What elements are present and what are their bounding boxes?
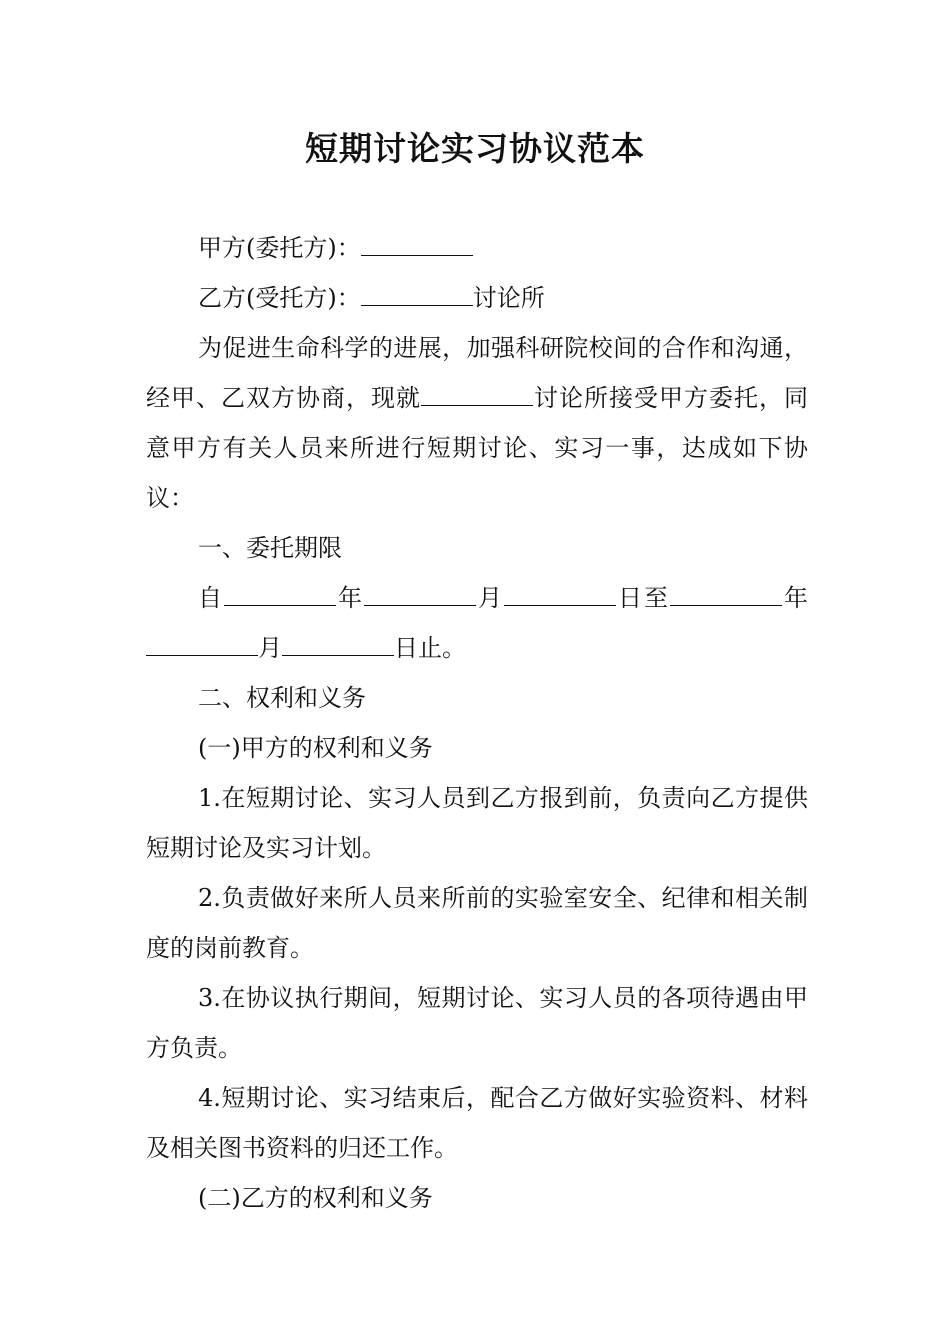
party-b-line bbox=[146, 273, 808, 323]
item-1: 1.在短期讨论、实习人员到乙方报到前，负责向乙方提供短期讨论及实习计划。 bbox=[146, 784, 808, 862]
item-4: 4.短期讨论、实习结束后，配合乙方做好实验资料、材料及相关图书资料的归还工作。 bbox=[146, 1084, 808, 1162]
start-year-blank bbox=[224, 583, 336, 606]
term-year-2: 年 bbox=[782, 584, 808, 612]
end-year-blank bbox=[670, 583, 782, 606]
party-b-blank bbox=[361, 283, 473, 306]
party-a-blank bbox=[361, 233, 473, 256]
term-year: 年 bbox=[336, 584, 364, 612]
term-month-2: 月 bbox=[258, 634, 282, 662]
term-from: 自 bbox=[198, 584, 224, 612]
institute-blank bbox=[421, 383, 533, 406]
term-month: 月 bbox=[476, 584, 504, 612]
intro-text-2: 讨论所接受甲方委托，同意甲方有关人员来所进行短期讨论、实习一事，达成如下协议： bbox=[146, 384, 808, 512]
party-a-label: 甲方(委托方)： bbox=[198, 234, 361, 262]
start-month-blank bbox=[364, 583, 476, 606]
term-day-to: 日至 bbox=[616, 584, 670, 612]
party-a-line bbox=[146, 223, 808, 273]
intro-paragraph bbox=[146, 323, 808, 523]
document-title: 短期讨论实习协议范本 bbox=[305, 129, 645, 168]
section-2-heading: 二、权利和义务 bbox=[198, 684, 366, 712]
sub-a-heading: (一)甲方的权利和义务 bbox=[198, 734, 433, 762]
end-day-blank bbox=[282, 633, 394, 656]
end-month-blank bbox=[146, 633, 258, 656]
document-body bbox=[146, 223, 808, 1223]
sub-b-heading: (二)乙方的权利和义务 bbox=[198, 1184, 433, 1212]
item-3: 3.在协议执行期间，短期讨论、实习人员的各项待遇由甲方负责。 bbox=[146, 984, 808, 1062]
section-1-heading: 一、委托期限 bbox=[198, 534, 342, 562]
intro-text-1: 为促进生命科学的进展，加强科研院校间的合作和沟通，经甲、乙双方协商，现就 bbox=[146, 334, 808, 412]
party-b-suffix: 讨论所 bbox=[472, 284, 545, 312]
party-b-label: 乙方(受托方)： bbox=[198, 284, 361, 312]
item-2: 2.负责做好来所人员来所前的实验室安全、纪律和相关制度的岗前教育。 bbox=[146, 884, 808, 962]
term-paragraph bbox=[146, 573, 808, 673]
start-day-blank bbox=[504, 583, 616, 606]
term-end: 日止。 bbox=[394, 634, 466, 662]
